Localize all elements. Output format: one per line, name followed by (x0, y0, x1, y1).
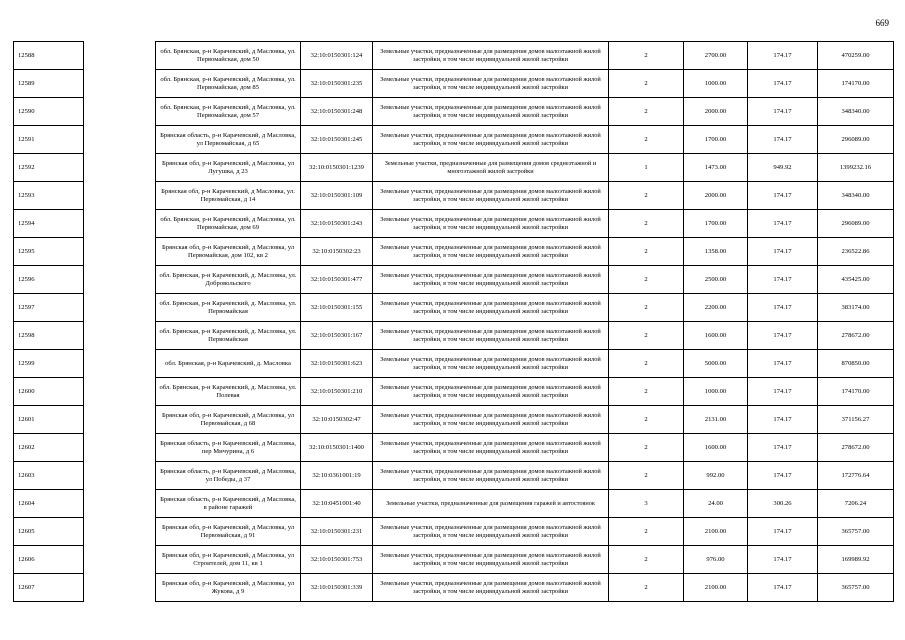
group-cell: 2 (609, 266, 684, 294)
address-cell: обл. Брянская, р-н Карачевский, д. Масловка (156, 350, 301, 378)
blank-cell (84, 322, 156, 350)
cadastral-value-cell: 278672.00 (818, 322, 894, 350)
cadastral-value-cell: 236522.86 (818, 238, 894, 266)
cadastral-value-cell: 470259.00 (818, 42, 894, 70)
group-cell: 2 (609, 378, 684, 406)
blank-cell (84, 70, 156, 98)
row-number: 12605 (14, 518, 84, 546)
row-number: 12603 (14, 462, 84, 490)
blank-cell (84, 546, 156, 574)
table-row (14, 238, 894, 266)
rate-cell: 174.17 (748, 518, 818, 546)
rate-cell: 174.17 (748, 294, 818, 322)
blank-cell (84, 126, 156, 154)
cadastral-number-cell: 32:10:0150301:477 (301, 266, 373, 294)
address-cell: обл. Брянская, р-н Карачевский, д Масловка, ул. Первомайская, дом 57 (156, 98, 301, 126)
land-category-cell: Земельные участки, предназначенные для размещения домов малоэтажной жилой застройки, в том числе индивидуальной жилой застройки (373, 574, 609, 602)
area-cell: 2100.00 (684, 574, 748, 602)
land-category-cell: Земельные участки, предназначенные для размещения домов малоэтажной жилой застройки, в том числе индивидуальной жилой застройки (373, 42, 609, 70)
address-cell: Брянская область, р-н Карачевский, д Масловка, ул Победы, д 37 (156, 462, 301, 490)
row-number: 12600 (14, 378, 84, 406)
address-cell: Брянская обл, р-н Карачевский, д Масловка, ул. Первомайская, д 14 (156, 182, 301, 210)
address-cell: обл. Брянская, р-н Карачевский, д Масловка, ул. Первомайская, дом 69 (156, 210, 301, 238)
row-number: 12590 (14, 98, 84, 126)
area-cell: 1700.00 (684, 126, 748, 154)
land-category-cell: Земельные участки, предназначенные для размещения домов малоэтажной жилой застройки, в том числе индивидуальной жилой застройки (373, 434, 609, 462)
table-row (14, 406, 894, 434)
address-cell: Брянская обл, р-н Карачевский, д Масловка, ул Строителей, дом 11, кв 1 (156, 546, 301, 574)
group-cell: 2 (609, 462, 684, 490)
land-category-cell: Земельные участки, предназначенные для размещения домов малоэтажной жилой застройки, в том числе индивидуальной жилой застройки (373, 406, 609, 434)
land-category-cell: Земельные участки, предназначенные для размещения домов малоэтажной жилой застройки, в том числе индивидуальной жилой застройки (373, 98, 609, 126)
row-number: 12592 (14, 154, 84, 182)
table-row (14, 266, 894, 294)
cadastral-number-cell: 32:10:0150301:235 (301, 70, 373, 98)
area-cell: 5000.00 (684, 350, 748, 378)
group-cell: 2 (609, 294, 684, 322)
area-cell: 24.00 (684, 490, 748, 518)
cadastral-number-cell: 32:10:0150301:167 (301, 322, 373, 350)
area-cell: 1600.00 (684, 434, 748, 462)
cadastral-number-cell: 32:10:0150301:1400 (301, 434, 373, 462)
rate-cell: 174.17 (748, 350, 818, 378)
land-category-cell: Земельные участки, предназначенные для размещения домов малоэтажной жилой застройки, в том числе индивидуальной жилой застройки (373, 210, 609, 238)
cadastral-number-cell: 32:10:0150301:109 (301, 182, 373, 210)
area-cell: 2000.00 (684, 182, 748, 210)
land-category-cell: Земельные участки, предназначенные для размещения домов малоэтажной жилой застройки, в том числе индивидуальной жилой застройки (373, 322, 609, 350)
address-cell: Брянская область, р-н Карачевский, д Масловка, ул Первомайская, д 65 (156, 126, 301, 154)
blank-cell (84, 98, 156, 126)
area-cell: 2000.00 (684, 98, 748, 126)
address-cell: Брянская обл, р-н Карачевский, д Масловка, ул Лугушка, д 23 (156, 154, 301, 182)
area-cell: 2500.00 (684, 266, 748, 294)
row-number: 12597 (14, 294, 84, 322)
cadastral-value-cell: 1399232.16 (818, 154, 894, 182)
land-register-table (13, 41, 894, 602)
cadastral-value-cell: 174170.00 (818, 70, 894, 98)
blank-cell (84, 490, 156, 518)
rate-cell: 174.17 (748, 378, 818, 406)
group-cell: 2 (609, 322, 684, 350)
rate-cell: 174.17 (748, 546, 818, 574)
blank-cell (84, 378, 156, 406)
row-number: 12596 (14, 266, 84, 294)
rate-cell: 949.92 (748, 154, 818, 182)
cadastral-number-cell: 32:10:0150301:623 (301, 350, 373, 378)
blank-cell (84, 266, 156, 294)
table-row (14, 126, 894, 154)
blank-cell (84, 518, 156, 546)
group-cell: 2 (609, 98, 684, 126)
area-cell: 1700.00 (684, 210, 748, 238)
cadastral-number-cell: 32:10:0451001:40 (301, 490, 373, 518)
land-category-cell: Земельные участки, предназначенные для размещения домов малоэтажной жилой застройки, в том числе индивидуальной жилой застройки (373, 182, 609, 210)
area-cell: 992.00 (684, 462, 748, 490)
blank-cell (84, 294, 156, 322)
rate-cell: 174.17 (748, 98, 818, 126)
cadastral-number-cell: 32:10:0150301:248 (301, 98, 373, 126)
cadastral-number-cell: 32:10:0150301:339 (301, 574, 373, 602)
blank-cell (84, 154, 156, 182)
blank-cell (84, 462, 156, 490)
cadastral-value-cell: 296089.00 (818, 126, 894, 154)
blank-cell (84, 182, 156, 210)
row-number: 12599 (14, 350, 84, 378)
page-number: 669 (875, 18, 889, 28)
rate-cell: 174.17 (748, 406, 818, 434)
group-cell: 2 (609, 42, 684, 70)
address-cell: Брянская область, р-н Карачевский, д Масловка, пер Мичурина, д 6 (156, 434, 301, 462)
cadastral-value-cell: 371156.27 (818, 406, 894, 434)
rate-cell: 174.17 (748, 266, 818, 294)
address-cell: обл. Брянская, р-н Карачевский, д. Масловка, ул. Первомайская (156, 294, 301, 322)
row-number: 12598 (14, 322, 84, 350)
blank-cell (84, 210, 156, 238)
row-number: 12607 (14, 574, 84, 602)
table-row (14, 70, 894, 98)
blank-cell (84, 238, 156, 266)
row-number: 12606 (14, 546, 84, 574)
area-cell: 1000.00 (684, 70, 748, 98)
table-row (14, 462, 894, 490)
address-cell: обл. Брянская, р-н Карачевский, д Масловка, ул. Первомайская, дом 50 (156, 42, 301, 70)
cadastral-number-cell: 32:10:0150301:124 (301, 42, 373, 70)
area-cell: 976.00 (684, 546, 748, 574)
area-cell: 2700.00 (684, 42, 748, 70)
rate-cell: 174.17 (748, 126, 818, 154)
land-category-cell: Земельные участки, предназначенные для размещения домов малоэтажной жилой застройки, в том числе индивидуальной жилой застройки (373, 546, 609, 574)
land-category-cell: Земельные участки, предназначенные для размещения домов малоэтажной жилой застройки, в том числе индивидуальной жилой застройки (373, 462, 609, 490)
group-cell: 1 (609, 154, 684, 182)
cadastral-number-cell: 32:10:0150301:155 (301, 294, 373, 322)
table-body (14, 42, 894, 602)
rate-cell: 174.17 (748, 70, 818, 98)
cadastral-value-cell: 7206.24 (818, 490, 894, 518)
cadastral-number-cell: 32:10:0150302:47 (301, 406, 373, 434)
address-cell: Брянская обл, р-н Карачевский, д Масловка, ул Первомайская, дом 102, кв 2 (156, 238, 301, 266)
blank-cell (84, 42, 156, 70)
table-row (14, 574, 894, 602)
land-category-cell: Земельные участки, предназначенные для размещения гаражей и автостоянок (373, 490, 609, 518)
area-cell: 1358.00 (684, 238, 748, 266)
cadastral-number-cell: 32:10:0361001:19 (301, 462, 373, 490)
rate-cell: 174.17 (748, 322, 818, 350)
group-cell: 2 (609, 238, 684, 266)
blank-cell (84, 434, 156, 462)
rate-cell: 174.17 (748, 182, 818, 210)
table-row (14, 182, 894, 210)
table-row (14, 518, 894, 546)
address-cell: Брянская обл, р-н Карачевский, д Масловка, ул Первомайская, д 91 (156, 518, 301, 546)
cadastral-value-cell: 870850.00 (818, 350, 894, 378)
rate-cell: 174.17 (748, 42, 818, 70)
row-number: 12594 (14, 210, 84, 238)
table-row (14, 434, 894, 462)
table-row (14, 546, 894, 574)
rate-cell: 174.17 (748, 574, 818, 602)
address-cell: Брянская обл, р-н Карачевский, д Масловка, ул Жукова, д 9 (156, 574, 301, 602)
table-row (14, 322, 894, 350)
address-cell: обл. Брянская, р-н Карачевский, д Масловка, ул. Первомайская, дом 85 (156, 70, 301, 98)
row-number: 12602 (14, 434, 84, 462)
land-category-cell: Земельные участки, предназначенные для размещения домов малоэтажной жилой застройки, в том числе индивидуальной жилой застройки (373, 294, 609, 322)
land-category-cell: Земельные участки, предназначенные для размещения домов малоэтажной жилой застройки, в том числе индивидуальной жилой застройки (373, 378, 609, 406)
land-category-cell: Земельные участки, предназначенные для размещения домов малоэтажной жилой застройки, в том числе индивидуальной жилой застройки (373, 518, 609, 546)
row-number: 12604 (14, 490, 84, 518)
group-cell: 2 (609, 210, 684, 238)
table-row (14, 378, 894, 406)
land-category-cell: Земельные участки, предназначенные для размещения домов малоэтажной жилой застройки, в том числе индивидуальной жилой застройки (373, 238, 609, 266)
group-cell: 2 (609, 126, 684, 154)
table-row (14, 42, 894, 70)
address-cell: Брянская область, р-н Карачевский, д Масловка, в районе гаражей (156, 490, 301, 518)
table-row (14, 154, 894, 182)
group-cell: 2 (609, 406, 684, 434)
cadastral-number-cell: 32:10:0150301:753 (301, 546, 373, 574)
cadastral-number-cell: 32:10:0150302:23 (301, 238, 373, 266)
cadastral-value-cell: 365757.00 (818, 518, 894, 546)
group-cell: 2 (609, 518, 684, 546)
rate-cell: 174.17 (748, 462, 818, 490)
group-cell: 2 (609, 434, 684, 462)
row-number: 12588 (14, 42, 84, 70)
blank-cell (84, 350, 156, 378)
cadastral-value-cell: 169989.92 (818, 546, 894, 574)
cadastral-value-cell: 435425.00 (818, 266, 894, 294)
land-category-cell: Земельные участки, предназначенные для размещения домов малоэтажной жилой застройки, в том числе индивидуальной жилой застройки (373, 350, 609, 378)
row-number: 12591 (14, 126, 84, 154)
area-cell: 1000.00 (684, 378, 748, 406)
cadastral-number-cell: 32:10:0150301:231 (301, 518, 373, 546)
row-number: 12593 (14, 182, 84, 210)
cadastral-number-cell: 32:10:0150301:210 (301, 378, 373, 406)
table-row (14, 210, 894, 238)
cadastral-value-cell: 174170.00 (818, 378, 894, 406)
cadastral-number-cell: 32:10:0150301:245 (301, 126, 373, 154)
blank-cell (84, 406, 156, 434)
row-number: 12589 (14, 70, 84, 98)
cadastral-value-cell: 348340.00 (818, 182, 894, 210)
address-cell: обл. Брянская, р-н Карачевский, д. Масловка, ул. Добровольского (156, 266, 301, 294)
group-cell: 2 (609, 70, 684, 98)
cadastral-number-cell: 32:10:0150301:243 (301, 210, 373, 238)
group-cell: 2 (609, 574, 684, 602)
area-cell: 2131.00 (684, 406, 748, 434)
address-cell: Брянская обл, р-н Карачевский, д Масловка, ул Первомайская, д 68 (156, 406, 301, 434)
rate-cell: 300.26 (748, 490, 818, 518)
rate-cell: 174.17 (748, 210, 818, 238)
group-cell: 2 (609, 182, 684, 210)
cadastral-value-cell: 383174.00 (818, 294, 894, 322)
land-category-cell: Земельные участки, предназначенные для размещения домов малоэтажной жилой застройки, в том числе индивидуальной жилой застройки (373, 70, 609, 98)
rate-cell: 174.17 (748, 238, 818, 266)
address-cell: обл. Брянская, р-н Карачевский, д. Масловка, ул. Полевая (156, 378, 301, 406)
land-category-cell: Земельные участки, предназначенные для размещения домов малоэтажной жилой застройки, в том числе индивидуальной жилой застройки (373, 266, 609, 294)
group-cell: 2 (609, 350, 684, 378)
cadastral-value-cell: 278672.00 (818, 434, 894, 462)
group-cell: 2 (609, 546, 684, 574)
table-row (14, 490, 894, 518)
row-number: 12595 (14, 238, 84, 266)
land-category-cell: Земельные участки, предназначенные для размещения домов малоэтажной жилой застройки, в том числе индивидуальной жилой застройки (373, 126, 609, 154)
area-cell: 1473.00 (684, 154, 748, 182)
table-row (14, 294, 894, 322)
rate-cell: 174.17 (748, 434, 818, 462)
cadastral-value-cell: 365757.00 (818, 574, 894, 602)
area-cell: 1600.00 (684, 322, 748, 350)
cadastral-value-cell: 172776.64 (818, 462, 894, 490)
table-row (14, 98, 894, 126)
area-cell: 2100.00 (684, 518, 748, 546)
group-cell: 3 (609, 490, 684, 518)
cadastral-number-cell: 32:10:0150301:1239 (301, 154, 373, 182)
cadastral-value-cell: 348340.00 (818, 98, 894, 126)
blank-cell (84, 574, 156, 602)
address-cell: обл. Брянская, р-н Карачевский, д. Масловка, ул. Первомайская (156, 322, 301, 350)
cadastral-value-cell: 296089.00 (818, 210, 894, 238)
table-row (14, 350, 894, 378)
area-cell: 2200.00 (684, 294, 748, 322)
row-number: 12601 (14, 406, 84, 434)
land-category-cell: Земельные участки, предназначенные для размещения домов среднеэтажной и многоэтажной жилой застройки (373, 154, 609, 182)
